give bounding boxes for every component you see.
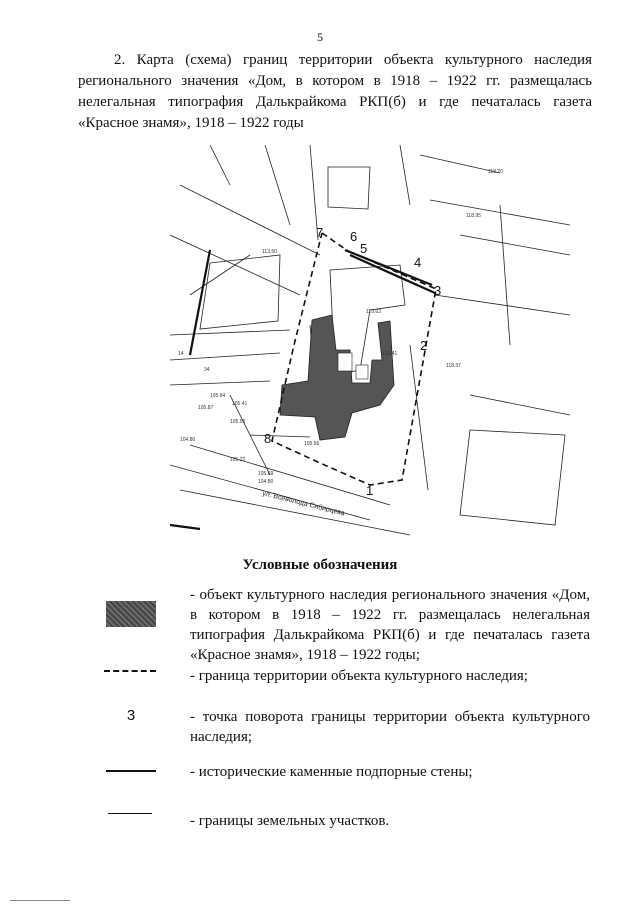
legend-title: Условные обозначения (242, 557, 398, 573)
boundary-map (170, 145, 570, 555)
section-heading: 2. Карта (схема) границ территории объекта культурного наследия регионального значения «Дом, в котором в 1918 – 1922 гг. размещалась нелегальная типография Далькрайкома РКП(б) и где печаталась газета «Красное знамя», 1918 – 1922 годы (78, 52, 592, 131)
footer-rule (10, 900, 70, 901)
legend-text: - граница территории объекта культурного наследия; (190, 668, 528, 684)
parcel-label: 34 (204, 367, 210, 373)
parcel-label: 104.80 (258, 479, 274, 485)
parcel-label: 14 (178, 351, 184, 357)
boundary-point-7: 7 (316, 225, 324, 240)
legend-text: - границы земельных участков. (190, 813, 390, 829)
parcel-label: 105.55 (230, 419, 246, 425)
parcel-label: 119.63 (366, 309, 381, 315)
parcel-label: 105.22 (230, 457, 246, 463)
parcel-label: 113.50 (262, 249, 277, 255)
parcel-label: 105.84 (210, 393, 226, 399)
boundary-point-6: 6 (350, 229, 358, 244)
boundary-point-5: 5 (360, 241, 368, 256)
legend-text: - исторические каменные подпорные стены; (190, 764, 473, 780)
thick-line-symbol (96, 770, 166, 772)
parcel-label: 118.20 (488, 169, 503, 175)
parcel-label: 120.41 (382, 351, 398, 357)
parcel-label: 105.56 (304, 441, 320, 447)
parcel-label: 105.41 (232, 401, 248, 407)
boundary-point-2: 2 (420, 338, 428, 353)
street-label: ул. Всеволода Сибирцева (261, 490, 346, 518)
legend-text: - точка поворота границы территории объекта культурного наследия; (190, 709, 590, 745)
boundary-point-4: 4 (414, 255, 422, 270)
boundary-point-8: 8 (264, 431, 272, 446)
page-number: 5 (317, 30, 323, 44)
parcel-label: 118.95 (466, 213, 481, 219)
boundary-point-3: 3 (434, 283, 442, 298)
thin-line-symbol (96, 813, 166, 814)
parcel-label: 105.87 (198, 405, 214, 411)
turning-point-symbol: 3 (126, 707, 136, 724)
parcel-label: 105.69 (258, 471, 274, 477)
legend-text: - объект культурного наследия регионального значения «Дом, в котором в 1918 – 1922 гг. размещалась нелегальная типография Далькрайкома РКП(б) и где печаталась газета «Красное знамя», 1918 – 1922 годы; (190, 587, 590, 663)
parcel-label: 118.37 (446, 363, 461, 369)
heritage-object-swatch (96, 601, 166, 627)
boundary-point-1: 1 (366, 483, 374, 498)
parcel-label: 104.80 (180, 437, 196, 443)
dashed-line-symbol (96, 670, 166, 672)
